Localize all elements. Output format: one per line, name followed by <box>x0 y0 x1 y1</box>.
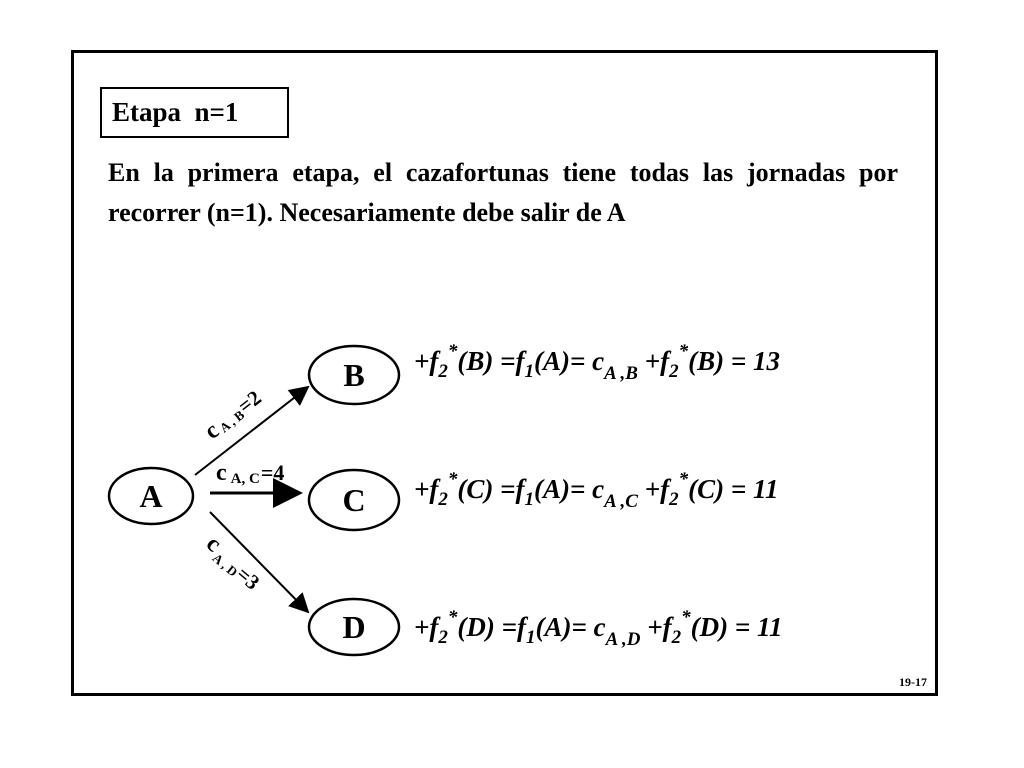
node-a <box>109 468 193 524</box>
node-c-label: C <box>342 482 366 518</box>
formula-b: $+f_2^*(B) =f_1(A)= c_{A ,B} +f_2^*(B) = 13$ <box>414 341 780 384</box>
node-d <box>309 599 399 655</box>
node-a-label: A <box>139 478 163 514</box>
formula-c: $+f_2^*(C) =f_1(A)= c_{A ,C} +f_2^*(C) = 11$ <box>414 469 779 512</box>
formula-d: $+f_2^*(D) =f_1(A)= c_{A ,D} +f_2^*(D) = 11$ <box>414 607 783 650</box>
node-b <box>309 346 399 404</box>
edge-a-b-label: cA , B=2 <box>199 385 266 445</box>
description-text: En la primera etapa, el cazafortunas tiene todas las jornadas por recorrer (n=1). Necesariamente debe salir de A <box>108 158 898 227</box>
node-b-label: B <box>343 357 365 393</box>
stage-title-box: Etapa n=1 <box>100 87 289 138</box>
edge-a-c-label: c A, C=4 <box>216 460 285 487</box>
slide-number: 19-17 <box>899 675 927 689</box>
node-d-label: D <box>342 609 366 645</box>
node-c <box>309 470 399 530</box>
edge-a-d-label: $c_{A , D}=3$ <box>201 530 265 595</box>
